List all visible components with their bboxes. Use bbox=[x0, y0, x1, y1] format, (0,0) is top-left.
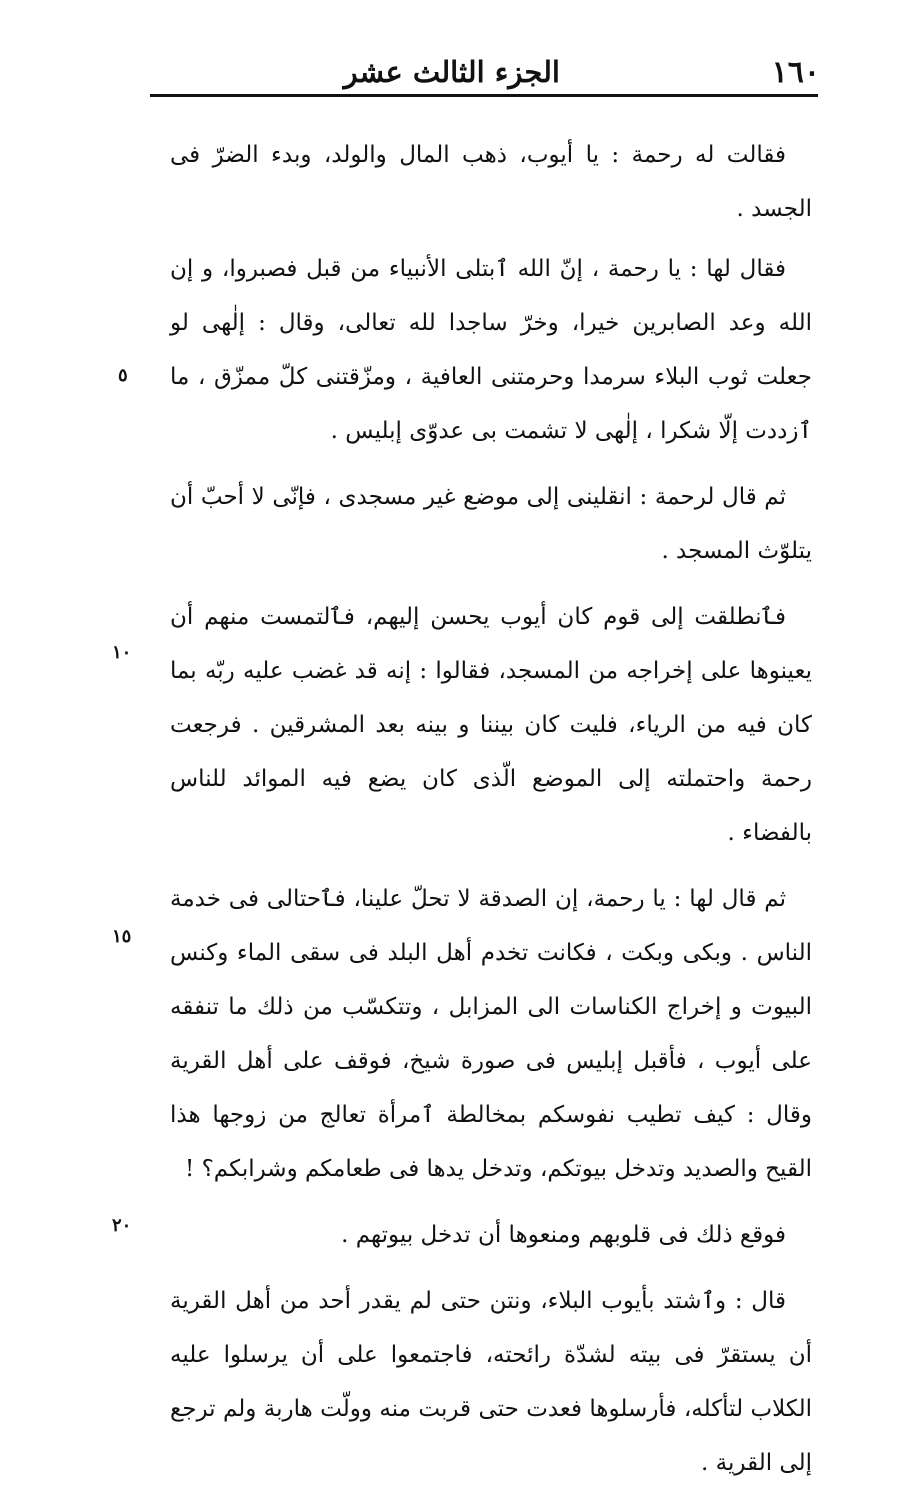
paragraph: قال : وٱشتد بأيوب البلاء، ونتن حتى لم يقدر أحد من أهل القرية أن يستقرّ فى بيته لشدّة رائحته، فاجتمعوا على أن يرسلوا عليه الكلاب لتأكله، فأرسلوها فعدت حتى قربت منه وولّت هاربة ولم ترجع إلى القرية . bbox=[170, 1288, 812, 1476]
paragraph: فقال لها : يا رحمة ، إنّ الله ٱبتلى الأنبياء من قبل فصبروا، و إن الله وعد الصابرين خيرا، وخرّ ساجدا لله تعالى، وقال : إلٰهى لو جعلت ثوب البلاء سرمدا وحرمتنى العافية ، ومزّقتنى كلّ ممزّق ، ما ٱزددت إلّا شكرا ، إلٰهى لا تشمت بى عدوّى إبليس . bbox=[170, 256, 812, 444]
header-rule bbox=[150, 94, 818, 97]
running-title: الجزء الثالث عشر bbox=[343, 55, 560, 89]
line-number-marker: ١٥ bbox=[112, 926, 132, 947]
line-number-marker: ٢٠ bbox=[112, 1215, 132, 1236]
body-text bbox=[170, 128, 812, 1490]
paragraph: فٱنطلقت إلى قوم كان أيوب يحسن إليهم، فٱلتمست منهم أن يعينوها على إخراجه من المسجد، فقالوا : إنه قد غضب عليه ربّه بما كان فيه من الرياء، فليت كان بيننا و بينه بعد المشرقين . فرجعت رحمة واحتملته إلى الموضع الّذى كان يضع فيه الموائد للناس بالفضاء . bbox=[170, 604, 812, 846]
paragraph: ثم قال لرحمة : انقلينى إلى موضع غير مسجدى ، فإنّى لا أحبّ أن يتلوّث المسجد . bbox=[170, 484, 812, 564]
page-header bbox=[150, 45, 820, 95]
paragraph: ثم قال لها : يا رحمة، إن الصدقة لا تحلّ علينا، فٱحتالى فى خدمة الناس . وبكى وبكت ، فكانت تخدم أهل البلد فى سقى الماء وكنس البيوت و إخراج الكناسات الى المزابل ، وتتكسّب من ذلك ما تنفقه على أيوب ، فأقبل إبليس فى صورة شيخ، فوقف على أهل القرية وقال : كيف تطيب نفوسكم بمخالطة ٱمرأة تعالج من زوجها هذا القيح والصديد وتدخل بيوتكم، وتدخل يدها فى طعامكم وشرابكم؟ ! bbox=[170, 886, 812, 1182]
line-number-marker: ١٠ bbox=[112, 642, 132, 663]
paragraph: فوقع ذلك فى قلوبهم ومنعوها أن تدخل بيوتهم . bbox=[341, 1222, 786, 1248]
paragraph: فقالت له رحمة : يا أيوب، ذهب المال والولد، وبدء الضرّ فى الجسد . bbox=[170, 142, 812, 222]
page-number: ١٦٠ bbox=[771, 55, 820, 90]
line-number-marker: ٥ bbox=[118, 365, 128, 386]
